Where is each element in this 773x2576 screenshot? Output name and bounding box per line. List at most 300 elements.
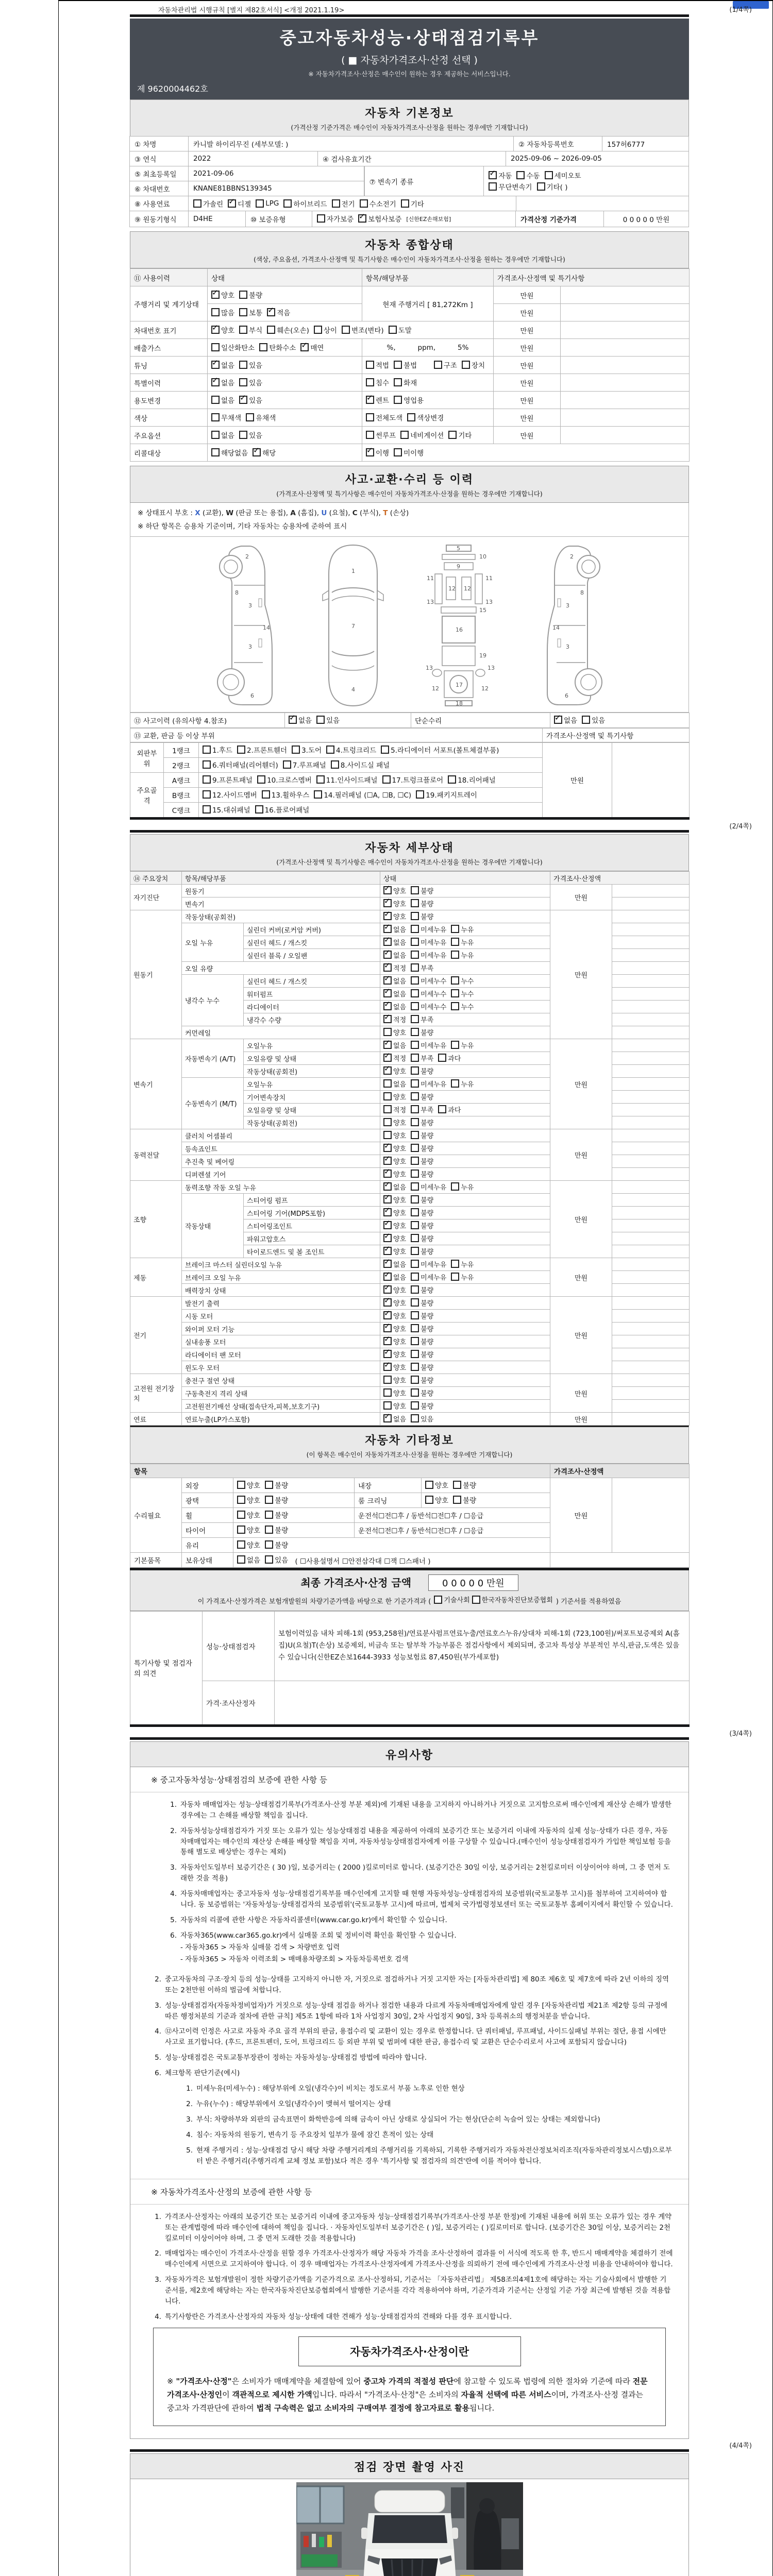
checkbox-box-icon[interactable] xyxy=(259,343,267,351)
checkbox-unchecked[interactable] xyxy=(383,1092,406,1101)
checkbox-unchecked[interactable] xyxy=(451,924,474,934)
checkbox-unchecked[interactable] xyxy=(211,342,255,352)
checkbox-box-icon[interactable] xyxy=(265,1526,273,1534)
checkbox-unchecked[interactable] xyxy=(265,1510,288,1520)
checkbox-unchecked[interactable] xyxy=(389,325,412,335)
checkbox-checked[interactable] xyxy=(383,1285,406,1295)
checkbox-checked[interactable] xyxy=(383,886,406,895)
checkbox-box-icon[interactable] xyxy=(425,1496,433,1504)
checkbox-checked[interactable] xyxy=(383,911,406,921)
checkbox-box-icon[interactable] xyxy=(545,171,553,179)
checkbox-box-icon[interactable] xyxy=(314,790,322,799)
checkbox-box-icon[interactable] xyxy=(383,1260,392,1268)
checkbox-checked[interactable] xyxy=(383,1053,406,1063)
checkbox-unchecked[interactable] xyxy=(462,360,485,370)
checkbox-unchecked[interactable] xyxy=(383,1375,406,1385)
checkbox-unchecked[interactable] xyxy=(383,1388,406,1398)
checkbox-box-icon[interactable] xyxy=(411,1376,419,1384)
checkbox-box-icon[interactable] xyxy=(211,378,220,386)
checkbox-box-icon[interactable] xyxy=(383,1311,392,1319)
checkbox-box-icon[interactable] xyxy=(383,1015,392,1023)
checkbox-unchecked[interactable] xyxy=(400,430,444,440)
checkbox-unchecked[interactable] xyxy=(383,1105,406,1114)
checkbox-checked[interactable] xyxy=(383,1195,406,1205)
checkbox-box-icon[interactable] xyxy=(237,1540,245,1549)
checkbox-box-icon[interactable] xyxy=(451,1260,459,1268)
checkbox-box-icon[interactable] xyxy=(411,1002,419,1010)
checkbox-unchecked[interactable] xyxy=(316,715,340,725)
checkbox-unchecked[interactable] xyxy=(211,412,241,422)
checkbox-box-icon[interactable] xyxy=(300,343,309,351)
checkbox-checked[interactable] xyxy=(239,395,262,405)
checkbox-box-icon[interactable] xyxy=(383,1298,392,1307)
checkbox-box-icon[interactable] xyxy=(289,716,297,724)
checkbox-box-icon[interactable] xyxy=(451,976,459,985)
checkbox-box-icon[interactable] xyxy=(383,1208,392,1216)
checkbox-box-icon[interactable] xyxy=(411,1363,419,1371)
checkbox-unchecked[interactable] xyxy=(453,1480,476,1490)
checkbox-box-icon[interactable] xyxy=(383,1285,392,1294)
checkbox-box-icon[interactable] xyxy=(411,1298,419,1307)
checkbox-box-icon[interactable] xyxy=(516,171,525,179)
checkbox-box-icon[interactable] xyxy=(462,361,470,369)
checkbox-checked[interactable] xyxy=(383,1066,406,1076)
checkbox-checked[interactable] xyxy=(383,899,406,908)
checkbox-unchecked[interactable] xyxy=(239,360,262,370)
checkbox-box-icon[interactable] xyxy=(411,1144,419,1152)
checkbox-box-icon[interactable] xyxy=(255,805,263,814)
checkbox-checked[interactable] xyxy=(211,325,234,335)
checkbox-box-icon[interactable] xyxy=(292,745,300,754)
checkbox-box-icon[interactable] xyxy=(265,1481,273,1489)
checkbox-box-icon[interactable] xyxy=(237,1481,245,1489)
checkbox-box-icon[interactable] xyxy=(257,775,265,784)
checkbox-box-icon[interactable] xyxy=(203,760,211,769)
checkbox-box-icon[interactable] xyxy=(451,938,459,946)
checkbox-checked[interactable] xyxy=(366,395,389,405)
checkbox-box-icon[interactable] xyxy=(203,775,211,784)
checkbox-box-icon[interactable] xyxy=(283,760,291,769)
checkbox-box-icon[interactable] xyxy=(411,1208,419,1216)
checkbox-checked[interactable] xyxy=(383,1002,406,1011)
checkbox-unchecked[interactable] xyxy=(411,1233,433,1243)
checkbox-unchecked[interactable] xyxy=(448,430,472,440)
checkbox-box-icon[interactable] xyxy=(383,989,392,997)
checkbox-box-icon[interactable] xyxy=(411,1195,419,1204)
checkbox-box-icon[interactable] xyxy=(394,361,402,369)
checkbox-checked[interactable] xyxy=(300,342,324,352)
checkbox-checked[interactable] xyxy=(383,1336,406,1346)
checkbox-box-icon[interactable] xyxy=(237,1555,245,1564)
checkbox-unchecked[interactable] xyxy=(438,1053,461,1063)
checkbox-checked[interactable] xyxy=(383,1362,406,1372)
checkbox-box-icon[interactable] xyxy=(246,413,254,421)
checkbox-checked[interactable] xyxy=(383,976,406,986)
checkbox-box-icon[interactable] xyxy=(383,1414,392,1422)
checkbox-unchecked[interactable] xyxy=(239,290,262,300)
checkbox-checked[interactable] xyxy=(383,1156,406,1166)
checkbox-box-icon[interactable] xyxy=(383,1221,392,1229)
checkbox-unchecked[interactable] xyxy=(411,886,433,895)
checkbox-box-icon[interactable] xyxy=(411,1118,419,1126)
checkbox-unchecked[interactable] xyxy=(203,804,250,815)
checkbox-box-icon[interactable] xyxy=(411,1157,419,1165)
checkbox-box-icon[interactable] xyxy=(383,1401,392,1410)
checkbox-unchecked[interactable] xyxy=(411,1259,446,1269)
checkbox-unchecked[interactable] xyxy=(257,774,312,785)
checkbox-box-icon[interactable] xyxy=(451,1079,459,1088)
checkbox-box-icon[interactable] xyxy=(265,1555,273,1564)
checkbox-box-icon[interactable] xyxy=(239,431,247,439)
checkbox-box-icon[interactable] xyxy=(411,1028,419,1036)
checkbox-box-icon[interactable] xyxy=(193,199,201,208)
checkbox-box-icon[interactable] xyxy=(239,378,247,386)
checkbox-unchecked[interactable] xyxy=(411,1066,433,1076)
checkbox-unchecked[interactable] xyxy=(203,744,232,755)
checkbox-unchecked[interactable] xyxy=(411,1375,433,1385)
checkbox-checked[interactable] xyxy=(289,715,312,725)
checkbox-unchecked[interactable] xyxy=(451,989,474,998)
checkbox-unchecked[interactable] xyxy=(256,199,279,208)
checkbox-unchecked[interactable] xyxy=(411,1195,433,1205)
checkbox-checked[interactable] xyxy=(383,1246,406,1256)
checkbox-box-icon[interactable] xyxy=(211,326,220,334)
checkbox-box-icon[interactable] xyxy=(425,1481,433,1489)
checkbox-box-icon[interactable] xyxy=(316,716,325,724)
checkbox-box-icon[interactable] xyxy=(434,1596,442,1604)
checkbox-box-icon[interactable] xyxy=(203,805,211,814)
checkbox-checked[interactable] xyxy=(383,1169,406,1179)
checkbox-checked[interactable] xyxy=(383,1221,406,1230)
checkbox-box-icon[interactable] xyxy=(256,199,264,208)
checkbox-box-icon[interactable] xyxy=(411,1170,419,1178)
checkbox-unchecked[interactable] xyxy=(366,412,402,422)
checkbox-checked[interactable] xyxy=(383,1414,406,1423)
checkbox-unchecked[interactable] xyxy=(411,1169,433,1179)
checkbox-unchecked[interactable] xyxy=(394,447,424,457)
checkbox-unchecked[interactable] xyxy=(283,759,326,770)
checkbox-box-icon[interactable] xyxy=(489,171,497,179)
checkbox-box-icon[interactable] xyxy=(451,1041,459,1049)
checkbox-box-icon[interactable] xyxy=(383,1388,392,1397)
checkbox-box-icon[interactable] xyxy=(453,1496,461,1504)
checkbox-box-icon[interactable] xyxy=(239,361,247,369)
checkbox-box-icon[interactable] xyxy=(448,775,456,784)
checkbox-unchecked[interactable] xyxy=(366,360,389,370)
checkbox-box-icon[interactable] xyxy=(383,1157,392,1165)
checkbox-checked[interactable] xyxy=(383,1233,406,1243)
checkbox-unchecked[interactable] xyxy=(237,1554,260,1565)
checkbox-box-icon[interactable] xyxy=(265,1511,273,1519)
checkbox-unchecked[interactable] xyxy=(411,963,433,973)
checkbox-unchecked[interactable] xyxy=(383,1117,406,1127)
checkbox-unchecked[interactable] xyxy=(246,412,276,422)
checkbox-unchecked[interactable] xyxy=(203,759,278,770)
checkbox-box-icon[interactable] xyxy=(411,1285,419,1294)
checkbox-unchecked[interactable] xyxy=(411,1053,433,1063)
checkbox-box-icon[interactable] xyxy=(451,1182,459,1191)
checkbox-box-icon[interactable] xyxy=(554,716,562,724)
checkbox-box-icon[interactable] xyxy=(411,1350,419,1358)
checkbox-box-icon[interactable] xyxy=(383,1363,392,1371)
checkbox-unchecked[interactable] xyxy=(411,1027,433,1037)
checkbox-unchecked[interactable] xyxy=(411,1014,433,1024)
checkbox-box-icon[interactable] xyxy=(582,716,590,724)
checkbox-unchecked[interactable] xyxy=(239,377,262,387)
checkbox-box-icon[interactable] xyxy=(366,431,374,439)
checkbox-box-icon[interactable] xyxy=(237,1526,245,1534)
checkbox-box-icon[interactable] xyxy=(253,448,261,456)
checkbox-unchecked[interactable] xyxy=(411,1105,433,1114)
checkbox-box-icon[interactable] xyxy=(411,1221,419,1229)
checkbox-box-icon[interactable] xyxy=(211,448,220,456)
checkbox-box-icon[interactable] xyxy=(394,396,402,404)
checkbox-box-icon[interactable] xyxy=(383,938,392,946)
checkbox-unchecked[interactable] xyxy=(411,1182,446,1192)
checkbox-unchecked[interactable] xyxy=(332,198,355,209)
checkbox-box-icon[interactable] xyxy=(394,448,402,456)
checkbox-unchecked[interactable] xyxy=(394,395,424,405)
checkbox-checked[interactable] xyxy=(267,307,290,317)
checkbox-checked[interactable] xyxy=(253,447,276,457)
checkbox-unchecked[interactable] xyxy=(516,170,540,180)
checkbox-box-icon[interactable] xyxy=(383,912,392,920)
checkbox-unchecked[interactable] xyxy=(259,342,296,352)
checkbox-box-icon[interactable] xyxy=(411,1182,419,1191)
checkbox-unchecked[interactable] xyxy=(411,911,433,921)
checkbox-box-icon[interactable] xyxy=(411,976,419,985)
checkbox-checked[interactable] xyxy=(358,213,401,224)
checkbox-box-icon[interactable] xyxy=(451,989,459,997)
checkbox-unchecked[interactable] xyxy=(451,1079,474,1089)
checkbox-checked[interactable] xyxy=(383,1324,406,1333)
checkbox-unchecked[interactable] xyxy=(416,789,477,800)
checkbox-box-icon[interactable] xyxy=(316,775,325,784)
checkbox-unchecked[interactable] xyxy=(360,198,396,209)
checkbox-unchecked[interactable] xyxy=(211,447,248,457)
checkbox-unchecked[interactable] xyxy=(265,1495,288,1505)
checkbox-box-icon[interactable] xyxy=(237,1496,245,1504)
checkbox-box-icon[interactable] xyxy=(411,925,419,933)
checkbox-box-icon[interactable] xyxy=(411,963,419,972)
checkbox-unchecked[interactable] xyxy=(451,976,474,986)
checkbox-box-icon[interactable] xyxy=(383,1144,392,1152)
checkbox-box-icon[interactable] xyxy=(211,291,220,299)
checkbox-unchecked[interactable] xyxy=(239,325,262,335)
checkbox-box-icon[interactable] xyxy=(411,1105,419,1113)
checkbox-checked[interactable] xyxy=(383,1311,406,1320)
checkbox-unchecked[interactable] xyxy=(381,744,499,755)
checkbox-unchecked[interactable] xyxy=(237,1539,260,1550)
checkbox-box-icon[interactable] xyxy=(239,291,247,299)
checkbox-box-icon[interactable] xyxy=(448,431,457,439)
checkbox-box-icon[interactable] xyxy=(411,1247,419,1255)
checkbox-checked[interactable] xyxy=(211,290,234,300)
checkbox-box-icon[interactable] xyxy=(411,989,419,997)
checkbox-unchecked[interactable] xyxy=(451,1272,474,1282)
checkbox-box-icon[interactable] xyxy=(203,790,211,799)
checkbox-box-icon[interactable] xyxy=(383,976,392,985)
checkbox-box-icon[interactable] xyxy=(381,745,389,754)
checkbox-unchecked[interactable] xyxy=(255,804,310,815)
checkbox-checked[interactable] xyxy=(383,1143,406,1153)
checkbox-unchecked[interactable] xyxy=(366,430,396,440)
checkbox-unchecked[interactable] xyxy=(411,1002,446,1011)
checkbox-unchecked[interactable] xyxy=(394,360,417,370)
checkbox-unchecked[interactable] xyxy=(537,181,568,192)
checkbox-box-icon[interactable] xyxy=(383,886,392,894)
checkbox-unchecked[interactable] xyxy=(411,1349,433,1359)
checkbox-box-icon[interactable] xyxy=(265,1496,273,1504)
checkbox-unchecked[interactable] xyxy=(203,774,253,785)
checkbox-checked[interactable] xyxy=(383,1349,406,1359)
checkbox-unchecked[interactable] xyxy=(265,1480,288,1490)
checkbox-unchecked[interactable] xyxy=(326,744,376,755)
checkbox-box-icon[interactable] xyxy=(317,214,325,223)
checkbox-box-icon[interactable] xyxy=(383,1028,392,1036)
checkbox-unchecked[interactable] xyxy=(292,744,322,755)
checkbox-unchecked[interactable] xyxy=(425,1480,448,1490)
checkbox-unchecked[interactable] xyxy=(582,715,605,725)
checkbox-box-icon[interactable] xyxy=(411,1131,419,1139)
checkbox-box-icon[interactable] xyxy=(383,963,392,972)
checkbox-box-icon[interactable] xyxy=(394,378,402,386)
checkbox-box-icon[interactable] xyxy=(383,1118,392,1126)
checkbox-unchecked[interactable] xyxy=(451,1259,474,1269)
checkbox-unchecked[interactable] xyxy=(411,1311,433,1320)
checkbox-unchecked[interactable] xyxy=(407,412,444,422)
checkbox-unchecked[interactable] xyxy=(265,1539,288,1550)
checkbox-box-icon[interactable] xyxy=(211,413,220,421)
checkbox-unchecked[interactable] xyxy=(411,1117,433,1127)
checkbox-box-icon[interactable] xyxy=(411,1260,419,1268)
checkbox-box-icon[interactable] xyxy=(383,1234,392,1242)
checkbox-box-icon[interactable] xyxy=(411,1041,419,1049)
checkbox-unchecked[interactable] xyxy=(411,1246,433,1256)
checkbox-box-icon[interactable] xyxy=(401,199,409,208)
checkbox-unchecked[interactable] xyxy=(453,1495,476,1505)
checkbox-unchecked[interactable] xyxy=(262,789,310,800)
checkbox-box-icon[interactable] xyxy=(360,199,368,208)
checkbox-unchecked[interactable] xyxy=(448,774,496,785)
checkbox-unchecked[interactable] xyxy=(203,789,257,800)
checkbox-unchecked[interactable] xyxy=(237,1524,260,1535)
checkbox-unchecked[interactable] xyxy=(411,899,433,908)
checkbox-box-icon[interactable] xyxy=(438,1054,446,1062)
checkbox-unchecked[interactable] xyxy=(451,950,474,960)
checkbox-unchecked[interactable] xyxy=(411,1143,433,1153)
checkbox-unchecked[interactable] xyxy=(316,774,378,785)
checkbox-checked[interactable] xyxy=(228,198,251,209)
checkbox-unchecked[interactable] xyxy=(382,774,444,785)
checkbox-unchecked[interactable] xyxy=(411,1156,433,1166)
checkbox-box-icon[interactable] xyxy=(411,1092,419,1100)
checkbox-box-icon[interactable] xyxy=(383,1195,392,1204)
checkbox-unchecked[interactable] xyxy=(383,1130,406,1140)
checkbox-box-icon[interactable] xyxy=(332,199,340,208)
checkbox-unchecked[interactable] xyxy=(411,1272,446,1282)
checkbox-box-icon[interactable] xyxy=(314,326,322,334)
checkbox-box-icon[interactable] xyxy=(411,1079,419,1088)
checkbox-unchecked[interactable] xyxy=(239,307,262,317)
checkbox-unchecked[interactable] xyxy=(383,1079,406,1089)
checkbox-box-icon[interactable] xyxy=(383,1079,392,1088)
checkbox-checked[interactable] xyxy=(211,360,234,370)
checkbox-unchecked[interactable] xyxy=(394,377,417,387)
checkbox-box-icon[interactable] xyxy=(411,1337,419,1345)
checkbox-unchecked[interactable] xyxy=(331,759,390,770)
checkbox-unchecked[interactable] xyxy=(411,976,446,986)
checkbox-box-icon[interactable] xyxy=(383,899,392,907)
checkbox-unchecked[interactable] xyxy=(265,1524,288,1535)
checkbox-box-icon[interactable] xyxy=(211,343,220,351)
checkbox-box-icon[interactable] xyxy=(389,326,397,334)
checkbox-box-icon[interactable] xyxy=(366,396,374,404)
checkbox-box-icon[interactable] xyxy=(472,1596,480,1604)
checkbox-checked[interactable] xyxy=(383,924,406,934)
checkbox-unchecked[interactable] xyxy=(411,1092,433,1101)
checkbox-box-icon[interactable] xyxy=(407,413,415,421)
checkbox-box-icon[interactable] xyxy=(383,925,392,933)
checkbox-box-icon[interactable] xyxy=(411,1388,419,1397)
checkbox-box-icon[interactable] xyxy=(383,1041,392,1049)
checkbox-unchecked[interactable] xyxy=(438,1105,461,1114)
checkbox-unchecked[interactable] xyxy=(237,1480,260,1490)
checkbox-unchecked[interactable] xyxy=(411,950,446,960)
checkbox-box-icon[interactable] xyxy=(434,361,442,369)
checkbox-box-icon[interactable] xyxy=(228,199,236,208)
checkbox-unchecked[interactable] xyxy=(211,430,234,440)
checkbox-unchecked[interactable] xyxy=(411,989,446,998)
checkbox-checked[interactable] xyxy=(554,715,577,725)
checkbox-box-icon[interactable] xyxy=(267,326,275,334)
checkbox-box-icon[interactable] xyxy=(383,1002,392,1010)
checkbox-box-icon[interactable] xyxy=(383,1066,392,1075)
checkbox-unchecked[interactable] xyxy=(401,198,424,209)
checkbox-checked[interactable] xyxy=(383,1298,406,1308)
checkbox-unchecked[interactable] xyxy=(411,1040,446,1050)
checkbox-box-icon[interactable] xyxy=(411,1311,419,1319)
checkbox-box-icon[interactable] xyxy=(326,745,334,754)
checkbox-box-icon[interactable] xyxy=(383,1273,392,1281)
checkbox-box-icon[interactable] xyxy=(383,1182,392,1191)
checkbox-box-icon[interactable] xyxy=(383,1376,392,1384)
checkbox-box-icon[interactable] xyxy=(383,1337,392,1345)
checkbox-unchecked[interactable] xyxy=(211,395,234,405)
checkbox-unchecked[interactable] xyxy=(411,1298,433,1308)
checkbox-box-icon[interactable] xyxy=(366,361,374,369)
checkbox-box-icon[interactable] xyxy=(239,396,247,404)
checkbox-unchecked[interactable] xyxy=(434,1595,469,1604)
checkbox-box-icon[interactable] xyxy=(211,396,220,404)
checkbox-unchecked[interactable] xyxy=(451,1182,474,1192)
checkbox-box-icon[interactable] xyxy=(211,361,220,369)
checkbox-box-icon[interactable] xyxy=(453,1481,461,1489)
checkbox-checked[interactable] xyxy=(383,1208,406,1217)
checkbox-box-icon[interactable] xyxy=(383,1247,392,1255)
checkbox-box-icon[interactable] xyxy=(262,790,270,799)
checkbox-checked[interactable] xyxy=(383,1259,406,1269)
checkbox-checked[interactable] xyxy=(383,1182,406,1192)
checkbox-checked[interactable] xyxy=(366,447,389,457)
checkbox-checked[interactable] xyxy=(383,937,406,947)
checkbox-box-icon[interactable] xyxy=(265,1540,273,1549)
checkbox-unchecked[interactable] xyxy=(451,1002,474,1011)
checkbox-unchecked[interactable] xyxy=(434,360,457,370)
checkbox-unchecked[interactable] xyxy=(411,937,446,947)
checkbox-box-icon[interactable] xyxy=(366,448,374,456)
checkbox-unchecked[interactable] xyxy=(451,1040,474,1050)
